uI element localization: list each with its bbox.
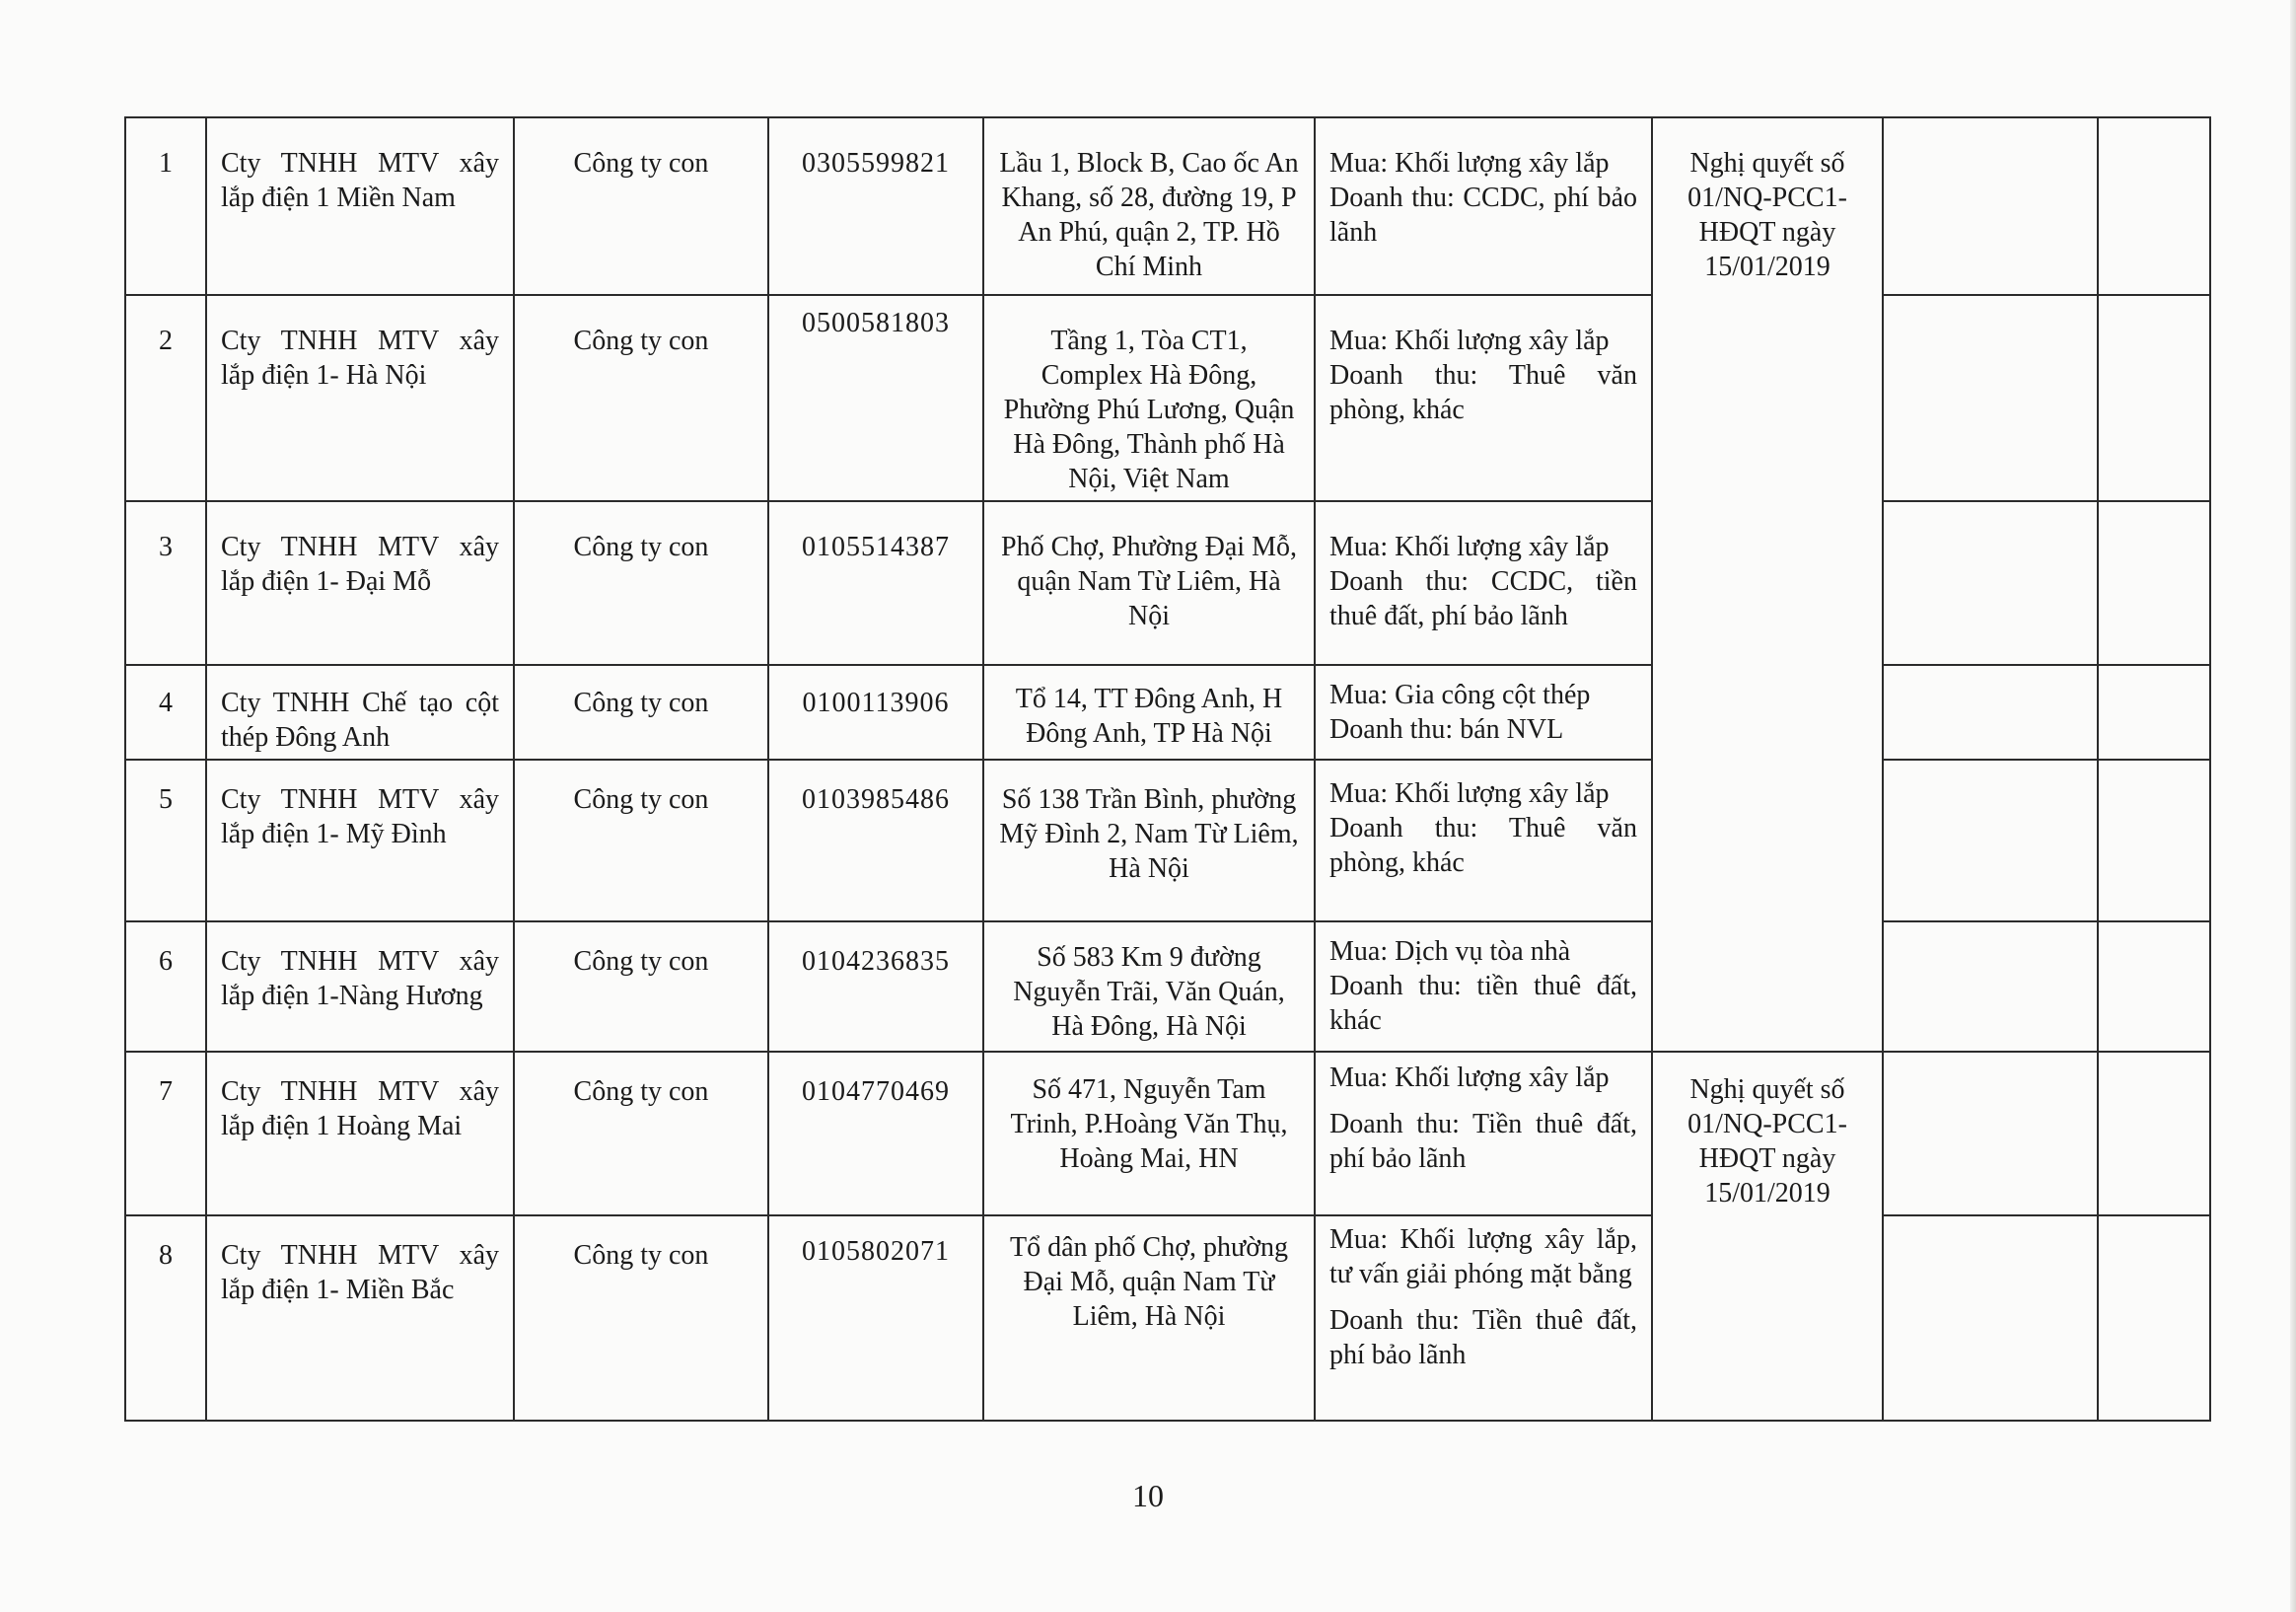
address: Tầng 1, Tòa CT1, Complex Hà Đông, Phường Phú Lương, Quận Hà Đông, Thành phố Hà Nội, Việt Nam	[983, 295, 1315, 501]
address: Lầu 1, Block B, Cao ốc An Khang, số 28, đường 19, P An Phú, quận 2, TP. Hồ Chí Minh	[983, 117, 1315, 295]
address: Tổ dân phố Chợ, phường Đại Mỗ, quận Nam Từ Liêm, Hà Nội	[983, 1215, 1315, 1421]
tax-code: 0105514387	[768, 501, 983, 665]
company-name: Cty TNHH Chế tạo cột thép Đông Anh	[206, 665, 514, 760]
revenue-text: Doanh thu: tiền thuê đất, khác	[1329, 971, 1637, 1036]
empty-cell	[1883, 1215, 2098, 1421]
purchase-text: Mua: Khối lượng xây lắp, tư vấn giải phóng mặt bằng	[1329, 1224, 1637, 1289]
empty-cell	[2098, 295, 2210, 501]
empty-cell	[2098, 665, 2210, 760]
table-row	[125, 295, 2210, 501]
table-row	[125, 501, 2210, 665]
tax-code: 0100113906	[768, 665, 983, 760]
company-name: Cty TNHH MTV xây lắp điện 1- Mỹ Đình	[206, 760, 514, 921]
company-name: Cty TNHH MTV xây lắp điện 1-Nàng Hương	[206, 921, 514, 1052]
related-party-table	[124, 116, 2211, 1422]
empty-cell	[2098, 760, 2210, 921]
purchase-text: Mua: Khối lượng xây lắp	[1329, 148, 1610, 179]
scan-edge	[2290, 0, 2296, 1612]
purchase-text: Mua: Khối lượng xây lắp	[1329, 532, 1610, 562]
relationship: Công ty con	[514, 760, 768, 921]
row-number: 5	[125, 760, 206, 921]
address: Số 583 Km 9 đường Nguyễn Trãi, Văn Quán, Hà Đông, Hà Nội	[983, 921, 1315, 1052]
row-number: 8	[125, 1215, 206, 1421]
empty-cell	[2098, 117, 2210, 295]
revenue-text: Doanh thu: Thuê văn phòng, khác	[1329, 360, 1637, 425]
tax-code: 0103985486	[768, 760, 983, 921]
address: Tổ 14, TT Đông Anh, H Đông Anh, TP Hà Nội	[983, 665, 1315, 760]
tax-code: 0305599821	[768, 117, 983, 295]
empty-cell	[2098, 921, 2210, 1052]
transaction-cell	[1315, 295, 1652, 501]
line-gap	[1329, 1095, 1637, 1107]
tax-code: 0104770469	[768, 1052, 983, 1215]
revenue-text: Doanh thu: Tiền thuê đất, phí bảo lãnh	[1329, 1109, 1637, 1174]
company-name: Cty TNHH MTV xây lắp điện 1 Miền Nam	[206, 117, 514, 295]
table-row	[125, 760, 2210, 921]
empty-cell	[1883, 295, 2098, 501]
tax-code: 0500581803	[768, 295, 983, 501]
relationship: Công ty con	[514, 117, 768, 295]
relationship: Công ty con	[514, 501, 768, 665]
resolution-reference: Nghị quyết số 01/NQ-PCC1-HĐQT ngày 15/01/2019	[1652, 117, 1883, 1052]
line-gap	[1329, 1291, 1637, 1303]
row-number: 7	[125, 1052, 206, 1215]
transaction-cell	[1315, 501, 1652, 665]
relationship: Công ty con	[514, 1215, 768, 1421]
purchase-text: Mua: Khối lượng xây lắp	[1329, 1062, 1610, 1093]
company-name: Cty TNHH MTV xây lắp điện 1 Hoàng Mai	[206, 1052, 514, 1215]
empty-cell	[1883, 501, 2098, 665]
table-row	[125, 1052, 2210, 1215]
relationship: Công ty con	[514, 295, 768, 501]
empty-cell	[1883, 665, 2098, 760]
empty-cell	[2098, 1052, 2210, 1215]
row-number: 2	[125, 295, 206, 501]
revenue-text: Doanh thu: bán NVL	[1329, 714, 1564, 745]
address: Phố Chợ, Phường Đại Mỗ, quận Nam Từ Liêm, Hà Nội	[983, 501, 1315, 665]
empty-cell	[2098, 1215, 2210, 1421]
row-number: 6	[125, 921, 206, 1052]
company-name: Cty TNHH MTV xây lắp điện 1- Hà Nội	[206, 295, 514, 501]
empty-cell	[1883, 760, 2098, 921]
table-row	[125, 665, 2210, 760]
tax-code: 0105802071	[768, 1215, 983, 1421]
relationship: Công ty con	[514, 1052, 768, 1215]
resolution-reference: Nghị quyết số 01/NQ-PCC1-HĐQT ngày 15/01/2019	[1652, 1052, 1883, 1421]
relationship: Công ty con	[514, 921, 768, 1052]
transaction-cell	[1315, 117, 1652, 295]
empty-cell	[1883, 1052, 2098, 1215]
row-number: 1	[125, 117, 206, 295]
transaction-cell	[1315, 921, 1652, 1052]
revenue-text: Doanh thu: CCDC, tiền thuê đất, phí bảo lãnh	[1329, 566, 1637, 631]
row-number: 3	[125, 501, 206, 665]
transaction-cell	[1315, 1215, 1652, 1421]
revenue-text: Doanh thu: Thuê văn phòng, khác	[1329, 813, 1637, 878]
empty-cell	[1883, 117, 2098, 295]
table-row	[125, 117, 2210, 295]
company-name: Cty TNHH MTV xây lắp điện 1- Đại Mỗ	[206, 501, 514, 665]
purchase-text: Mua: Gia công cột thép	[1329, 680, 1591, 710]
company-name: Cty TNHH MTV xây lắp điện 1- Miền Bắc	[206, 1215, 514, 1421]
empty-cell	[2098, 501, 2210, 665]
table-row	[125, 921, 2210, 1052]
purchase-text: Mua: Dịch vụ tòa nhà	[1329, 936, 1571, 967]
transaction-cell	[1315, 1052, 1652, 1215]
relationship: Công ty con	[514, 665, 768, 760]
purchase-text: Mua: Khối lượng xây lắp	[1329, 326, 1610, 356]
tax-code: 0104236835	[768, 921, 983, 1052]
table-row	[125, 1215, 2210, 1421]
address: Số 471, Nguyễn Tam Trinh, P.Hoàng Văn Thụ, Hoàng Mai, HN	[983, 1052, 1315, 1215]
transaction-cell	[1315, 760, 1652, 921]
row-number: 4	[125, 665, 206, 760]
purchase-text: Mua: Khối lượng xây lắp	[1329, 778, 1610, 809]
address: Số 138 Trần Bình, phường Mỹ Đình 2, Nam Từ Liêm, Hà Nội	[983, 760, 1315, 921]
empty-cell	[1883, 921, 2098, 1052]
revenue-text: Doanh thu: Tiền thuê đất, phí bảo lãnh	[1329, 1305, 1637, 1370]
page-number: 10	[1132, 1478, 1164, 1513]
revenue-text: Doanh thu: CCDC, phí bảo lãnh	[1329, 183, 1637, 248]
transaction-cell	[1315, 665, 1652, 760]
